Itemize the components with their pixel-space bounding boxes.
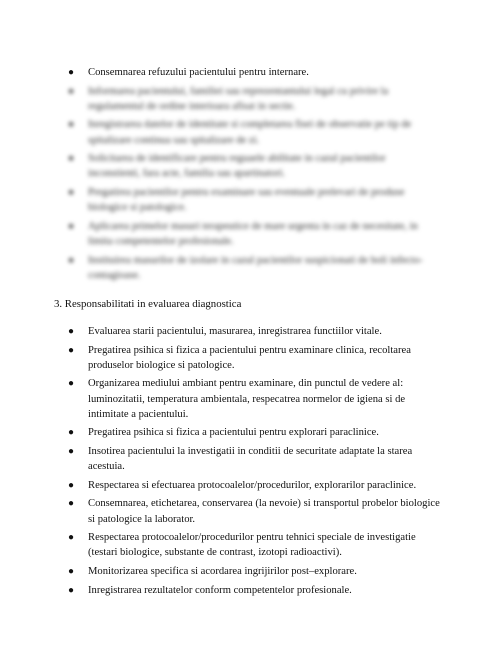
list-item: [68, 253, 440, 283]
list-item: [68, 530, 440, 560]
list-item-text: Pregatirea psihica si fizica a pacientului pentru examinare clinica, recoltarea produselor biologice si patologice.: [88, 344, 411, 371]
list-item-text: Informarea pacientului, familiei sau reprezentantului legal cu privire la regulamentul de ordine interioara afisat in sectie.: [88, 85, 389, 112]
list-item-text: Respectarea si efectuarea protocoalelor/procedurilor, explorarilor paraclinice.: [88, 479, 417, 491]
list-item-text: Aplicarea primelor masuri terapeutice de mare urgenta in caz de necesitate, in limita competentelor profesionale.: [88, 220, 418, 247]
bullet-icon: ●: [68, 119, 75, 131]
list-item: [68, 324, 440, 339]
list-item-text: Insotirea pacientului la investigatii in conditii de securitate adaptate la starea acestuia.: [88, 445, 413, 473]
section-heading: 3. Responsabilitati in evaluarea diagnostica: [54, 298, 242, 310]
list-item-text: Organizarea mediului ambiant pentru examinare, din punctul de vedere al: luminozitatii, temperatura ambientala, respecatrea normelor de igiena si de intimitate a pacientului.: [88, 378, 406, 420]
list-item-text: Pregatirea psihica si fizica a pacientului pentru explorari paraclinice.: [88, 427, 379, 439]
bullet-icon: ●: [68, 378, 75, 390]
bullet-icon: ●: [68, 220, 75, 232]
bullet-icon: ●: [68, 254, 75, 266]
list-item: [68, 496, 440, 526]
bullet-icon: ●: [68, 532, 75, 544]
list-item-text: Inregistrarea datelor de identitate si completarea fisei de observatie pe tip de spitalizare continua sau spitalizare de zi.: [88, 119, 412, 146]
list-item: [68, 425, 440, 440]
list-item: [68, 117, 440, 147]
list-item: [68, 84, 440, 114]
bullet-icon: ●: [68, 344, 75, 356]
list-item-text: Evaluarea starii pacientului, masurarea, inregistrarea functiilor vitale.: [88, 326, 382, 337]
list-item: [68, 564, 440, 579]
bullet-icon: ●: [68, 186, 75, 198]
list-item-text: Pregatirea pacientilor pentru examinare sau eventuale prelevari de produse biologice si patologice.: [88, 186, 405, 214]
list-item-text: Consemnarea, etichetarea, conservarea (la nevoie) si transportul probelor biologice si patologice la laborator.: [88, 498, 440, 525]
list-item: [68, 444, 440, 474]
bullet-icon: ●: [68, 67, 75, 78]
bullet-icon: ●: [68, 427, 75, 439]
admission-responsibilities-list: [68, 65, 440, 286]
list-item-text: Inregistrarea rezultatelor conform competentelor profesionale.: [88, 584, 352, 596]
bullet-icon: ●: [68, 565, 75, 577]
list-item: [68, 151, 440, 181]
list-item: [68, 219, 440, 249]
list-item: [68, 343, 440, 373]
bullet-icon: ●: [68, 498, 75, 510]
list-item: [68, 185, 440, 215]
diagnostic-responsibilities-list: [68, 324, 440, 601]
list-item-text: Consemnarea refuzului pacientului pentru internare.: [88, 67, 309, 78]
bullet-icon: ●: [68, 479, 75, 491]
bullet-icon: ●: [68, 326, 75, 337]
bullet-icon: ●: [68, 445, 75, 457]
list-item: [68, 65, 440, 80]
bullet-icon: ●: [68, 584, 75, 596]
bullet-icon: ●: [68, 85, 75, 97]
list-item-text: Monitorizarea specifica si acordarea ingrijirilor post–explorare.: [88, 565, 357, 577]
list-item-text: Respectarea protocoalelor/procedurilor pentru tehnici speciale de investigatie (testari biologice, substante de contrast, izotopi radioactivi).: [88, 532, 416, 559]
list-item: [68, 583, 440, 598]
list-item-text: Solicitarea de identificare pentru reguaele abilitate in cazul pacientilor inconstienti, fara acte, familia sau apartinatori.: [88, 153, 386, 180]
list-item: [68, 478, 440, 493]
list-item-text: Instituirea masurilor de izolare in cazul pacientilor suspicionati de boli infecto-contagioase.: [88, 254, 423, 281]
list-item: [68, 376, 440, 422]
bullet-icon: ●: [68, 153, 75, 165]
